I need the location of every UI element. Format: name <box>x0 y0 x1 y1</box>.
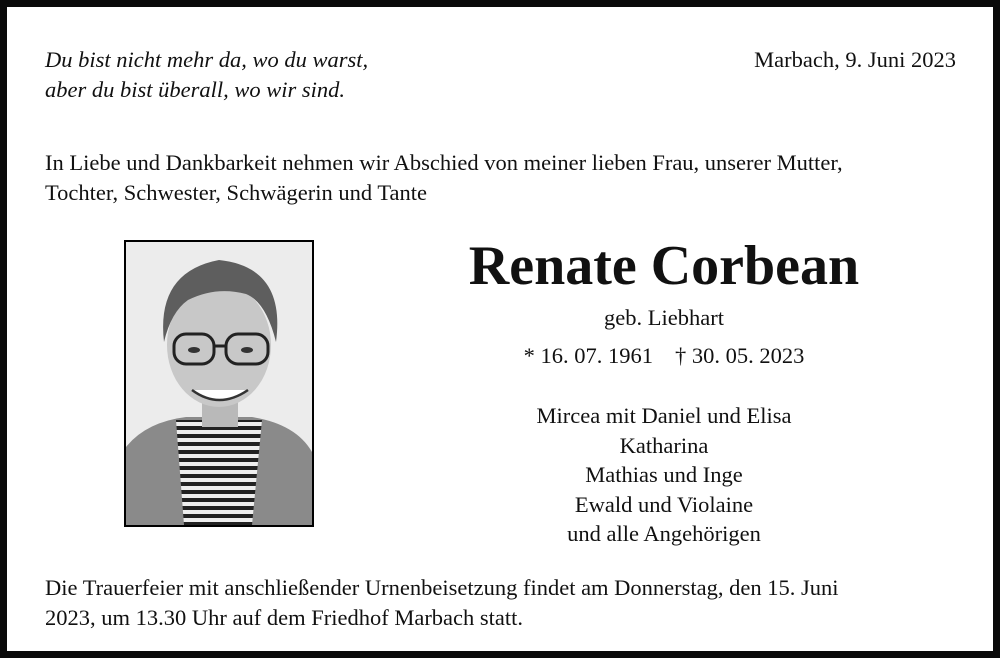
mourner-entry: Mircea mit Daniel und Elisa <box>536 403 792 428</box>
deceased-name: Renate Corbean <box>468 235 860 297</box>
quote-line-2: aber du bist überall, wo wir sind. <box>45 77 346 102</box>
intro-line-2: Tochter, Schwester, Schwägerin und Tante <box>45 180 428 205</box>
portrait-image <box>126 242 312 525</box>
funeral-line-1: Die Trauerfeier mit anschließender Urnenbeisetzung findet am Donnerstag, den 15. Juni <box>45 575 839 600</box>
place-and-date: Marbach, 9. Juni 2023 <box>754 47 956 72</box>
mourner-entry: Ewald und Violaine <box>574 491 754 517</box>
mourners-list <box>439 401 889 549</box>
mourner-entry: Mathias und Inge <box>585 462 743 487</box>
funeral-line-2: 2023, um 13.30 Uhr auf dem Friedhof Marbach statt. <box>45 605 524 630</box>
portrait-photo <box>124 240 314 527</box>
life-dates <box>439 342 889 370</box>
memorial-quote <box>45 45 368 105</box>
birth-date: * 16. 07. 1961 <box>523 343 653 368</box>
funeral-details <box>45 573 839 633</box>
death-date: † 30. 05. 2023 <box>675 343 805 368</box>
mourner-entry: Katharina <box>619 432 709 458</box>
quote-line-1: Du bist nicht mehr da, wo du warst, <box>45 47 369 72</box>
mourner-entry: und alle Angehörigen <box>567 521 761 546</box>
intro-text <box>45 148 843 208</box>
intro-line-1: In Liebe und Dankbarkeit nehmen wir Abschied von meiner lieben Frau, unserer Mutter, <box>45 150 843 175</box>
birth-name: geb. Liebhart <box>604 305 724 330</box>
